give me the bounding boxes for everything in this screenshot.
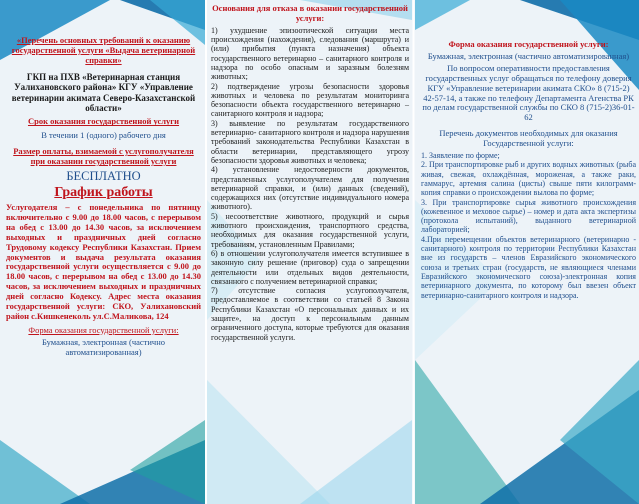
column-middle (207, 0, 412, 504)
form-heading-right: Форма оказания государственной услуги: (448, 39, 609, 49)
refusal-item: 5) несоответствие животного, продукций и сырья животного происхождения, транспортного средства, необходимых для оказания государственной услуги, требованиям, установленным Правилами; (211, 211, 409, 249)
refusal-heading: Основания для отказа в оказании государственной услуги: (212, 3, 408, 23)
schedule-heading: График работы (54, 184, 153, 200)
document-item: 3. При транспортировке сырья животного происхождения (кожевенное и меховое сырье) – номер и дата акта экспертизы (протокола испытаний), выданного ветеринарной лабораторией; (421, 197, 636, 235)
form-text-left: Бумажная, электронная (частично автоматизированная) (42, 336, 165, 357)
column-right (415, 0, 639, 504)
form-text-right: Бумажная, электронная (частично автоматизированная) (427, 50, 630, 61)
column-left (0, 0, 205, 504)
schedule-text: Услугодателя – с понедельника по пятницу включительно с 9.00 до 18.00 часов, с перерывом на обед с 13.00 до 14.30 часов, за исключением выходных и праздничных дней согласно Трудовому кодексу Республики Казахстан. Прием документов и выдача результата оказания государственной услуги осуществляется с 9.00 до 18.00 часов, с перерывом на обед с 13.00 до 14.30 часов, за исключением выходных и праздничных дней согласно Кодексу. Адрес места оказания государственной услуги: СКО, Уалихановский район с.Кишкенеколь ул.С.Маликова, 124 (6, 201, 201, 321)
refusal-item: 4) установление недостоверности документов, представленных услугополучателем для получения ветеринарной справки, и (или) данных (сведений), содержащихся них (отсутствие индивидуального номера животного). (211, 165, 409, 212)
service-provider: ГКП на ПХВ «Ветеринарная станция Уалихановского района» КГУ «Управление ветеринарии акимата Северо-Казахстанской области» (11, 71, 196, 113)
documents-heading: Перечень документов необходимых для оказания Государственной услуги: (439, 128, 618, 149)
refusal-item: 3) выявление по результатам государственного ветеринарно- санитарного контроля и надзора нарушения требований законодательства Республики Казахстан в области ветеринарии, представляющего угрозу безопасности здоровья животных и человека; (211, 118, 409, 165)
term-text: В течении 1 (одного) рабочего дня (41, 130, 166, 141)
document-title: «Перечень основных требований к оказанию государственной услуги «Выдача ветеринарной справки» (11, 35, 196, 65)
document-item: 2. При транспортировке рыб и других водных животных (рыба живая, свежая, охлаждённая, мороженая, а также раки, гаммарус, артемия салина (цисты) свыше пяти килограмм-копия справки о происхождении вылова по форме; (421, 160, 636, 198)
document-item: 4.При перемещении объектов ветеринарного (ветеринарно - санитарного) контроля по территории Республики Казахстан вне из государств – членов Евразийского экономического союза и третьих стран (государств, не являющиеся членами Евразийского экономического союза)-электронная копия ветеринарного документа, по которому был ввезен объект ветеринарно-санитарного контроля и надзора. (421, 234, 636, 300)
contact-text: По вопросом оперативности предоставления государственных услуг обращаться по телефону доверия КГУ «Управление ветеринарии акимата СКО» 8 (715-2) 42-57-14, а также по телефону Департамента Агенства РК по делам государственной службы по СКО 8 (715-2)36-01-62 (422, 62, 635, 123)
form-heading-left: Форма оказания государственной услуги: (28, 324, 179, 335)
fee-heading: Размер оплаты, взимаемой с услугополучателя при оказании государственной услуги (13, 146, 194, 167)
refusal-item: 6) в отношении услугополучателя имеется вступившее в законную силу решение (приговор) суда о запрещении деятельности или отдельных видов деятельности, связанного с получением ветеринарной справки; (211, 248, 409, 286)
refusal-item: 2) подтверждение угрозы безопасности здоровья животных и человека по результатам мониторинга безопасности объекта государственного ветеринарно –санитарного контроля и надзора; (211, 81, 409, 119)
fee-value: БЕСПЛАТНО (66, 168, 141, 183)
document-item: 1. Заявление по форме; (421, 151, 500, 161)
refusal-item: 1) ухудшение эпизоотической ситуации места происхождения (нахождения), следования (маршрута) и (или) прибытия (пункта назначения) объекта государственного ветеринарно – санитарного контроля и надзора по особо опасным и заразным болезням животных; (211, 25, 409, 82)
refusal-item: 7) отсутствие согласия услугополучателя, предоставляемое в соответствии со статьей 8 Закона Республики Казахстан «О персональных данных и их защите», на доступ к персональным данным ограниченного доступа, которые требуются для оказания государственной услуги. (211, 286, 409, 342)
term-heading: Срок оказания государственной услуги (27, 116, 180, 127)
